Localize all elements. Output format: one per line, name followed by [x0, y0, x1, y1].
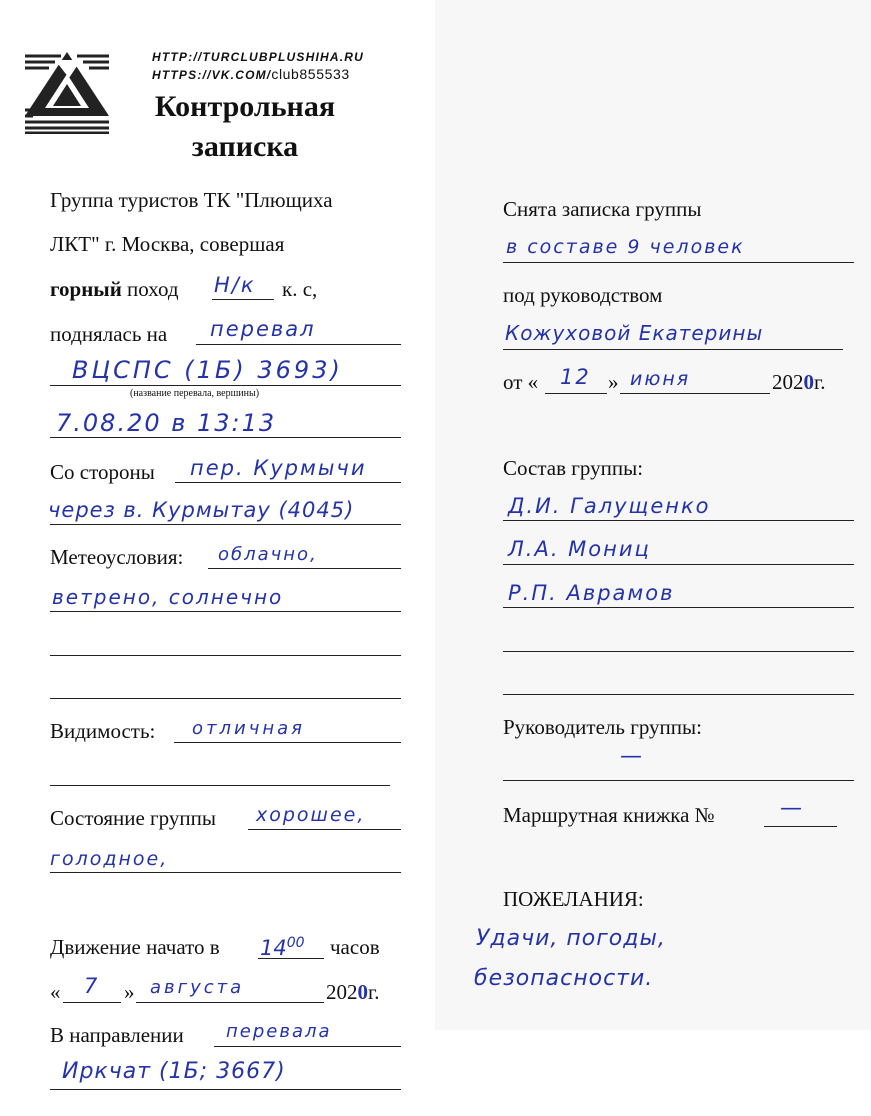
move-time[interactable]	[260, 930, 305, 961]
wishes-label: ПОЖЕЛАНИЯ:	[503, 887, 644, 911]
from-year-hw[interactable]: 0	[803, 370, 814, 394]
move-day-line	[63, 1002, 121, 1003]
hike-label	[50, 276, 179, 302]
pass-line	[50, 385, 401, 386]
ascended-value[interactable]: перевал	[210, 317, 316, 341]
from-mid: »	[608, 370, 619, 394]
state-value2[interactable]: голодное,	[50, 848, 169, 870]
routebook-label: Маршрутная книжка №	[503, 803, 715, 827]
url-vk-prefix[interactable]: HTTPS://VK.COM/	[152, 68, 272, 82]
header-urls	[152, 49, 364, 84]
category-value[interactable]: Н/к	[214, 273, 256, 297]
url-site[interactable]: HTTP://TURCLUBPLUSHIHA.RU	[152, 50, 364, 64]
hike-type-bold: горный	[50, 277, 122, 301]
from-day-line	[545, 393, 607, 394]
category-line	[212, 299, 274, 300]
move-quote-close: »	[124, 980, 135, 1004]
weather-line2	[50, 611, 401, 612]
blank-line-2	[50, 698, 401, 699]
side-line	[175, 482, 401, 483]
member-line-3	[503, 607, 854, 608]
date-line	[50, 437, 401, 438]
category-suffix: к. с,	[282, 277, 318, 301]
member-2[interactable]: Л.А. Мониц	[508, 537, 651, 561]
direction-value2[interactable]: Иркчат (1Б; 3667)	[62, 1059, 286, 1084]
composition-label: Состав группы:	[503, 456, 644, 480]
state-line	[248, 829, 401, 830]
url-vk-suffix[interactable]: club855533	[271, 66, 350, 82]
head-line	[503, 780, 854, 781]
member-line-1	[503, 520, 854, 521]
move-month-line	[136, 1002, 324, 1003]
side-value1[interactable]: пер. Курмычи	[190, 456, 367, 480]
move-suffix: часов	[330, 935, 380, 959]
from-month[interactable]: июня	[630, 368, 691, 390]
member-3[interactable]: Р.П. Аврамов	[508, 581, 675, 605]
move-label: Движение начато в	[50, 935, 220, 959]
page-subtitle: записка	[191, 130, 299, 163]
blank-line-1	[50, 655, 401, 656]
direction-value1[interactable]: перевала	[226, 1021, 332, 1042]
leader-label: под руководством	[503, 283, 663, 307]
pass-value[interactable]: ВЦСПС (1Б) 3693)	[72, 356, 343, 384]
weather-label: Метеоусловия:	[50, 545, 184, 569]
leader-value[interactable]: Кожуховой Екатерины	[505, 321, 764, 345]
hike-word: поход	[127, 277, 179, 301]
taken-value[interactable]: в составе 9 человек	[506, 236, 745, 258]
state-value1[interactable]: хорошее,	[256, 804, 366, 826]
wishes-value2[interactable]: безопасности.	[474, 966, 654, 991]
move-quote-open: «	[50, 980, 61, 1004]
club-logo	[23, 48, 111, 134]
visibility-line	[174, 742, 401, 743]
move-year-suffix: г.	[368, 980, 380, 1004]
move-year-hw[interactable]: 0	[357, 980, 368, 1004]
group-line2: ЛКТ" г. Москва, совершая	[50, 232, 285, 256]
direction-line	[214, 1046, 401, 1047]
weather-line	[208, 568, 401, 569]
state-line2	[50, 872, 401, 873]
side-line2	[50, 524, 401, 525]
member-1[interactable]: Д.И. Галущенко	[508, 494, 711, 518]
member-line-2	[503, 564, 854, 565]
from-year	[772, 369, 826, 395]
taken-line	[503, 262, 854, 263]
pass-caption: (название перевала, вершины)	[130, 388, 260, 399]
date-time-value[interactable]: 7.08.20 в 13:13	[56, 409, 277, 437]
move-year-prefix: 202	[326, 980, 358, 1004]
direction-line2	[50, 1089, 401, 1090]
visibility-value[interactable]: отличная	[192, 718, 305, 739]
member-line-5	[503, 694, 854, 695]
page-title: Контрольная	[154, 90, 336, 123]
head-value[interactable]: —	[620, 744, 644, 769]
head-label: Руководитель группы:	[503, 715, 702, 739]
move-day[interactable]: 7	[84, 974, 100, 998]
move-month[interactable]: августа	[150, 977, 245, 998]
routebook-value[interactable]: —	[780, 796, 804, 821]
group-line1: Группа туристов ТК "Плющиха	[50, 188, 333, 212]
weather-value1[interactable]: облачно,	[218, 544, 318, 565]
state-label: Состояние группы	[50, 806, 216, 830]
blank-line-3	[50, 785, 390, 786]
from-year-suffix: г.	[814, 370, 826, 394]
member-line-4	[503, 651, 854, 652]
side-value2[interactable]: через в. Курмытау (4045)	[48, 498, 355, 522]
move-hour: 14	[260, 936, 287, 960]
move-year	[326, 979, 380, 1005]
ascended-label: поднялась на	[50, 322, 168, 346]
wishes-value1[interactable]: Удачи, погоды,	[476, 926, 666, 951]
move-minutes: 00	[286, 935, 305, 951]
visibility-label: Видимость:	[50, 719, 156, 743]
from-year-prefix: 202	[772, 370, 804, 394]
leader-line	[503, 349, 843, 350]
side-label: Со стороны	[50, 460, 155, 484]
from-prefix: от «	[503, 370, 539, 394]
taken-label: Снята записка группы	[503, 197, 702, 221]
weather-value2[interactable]: ветрено, солнечно	[52, 585, 284, 609]
direction-label: В направлении	[50, 1023, 184, 1047]
ascended-line	[196, 344, 401, 345]
routebook-line	[764, 826, 837, 827]
from-month-line	[620, 393, 770, 394]
from-day[interactable]: 12	[560, 365, 591, 389]
